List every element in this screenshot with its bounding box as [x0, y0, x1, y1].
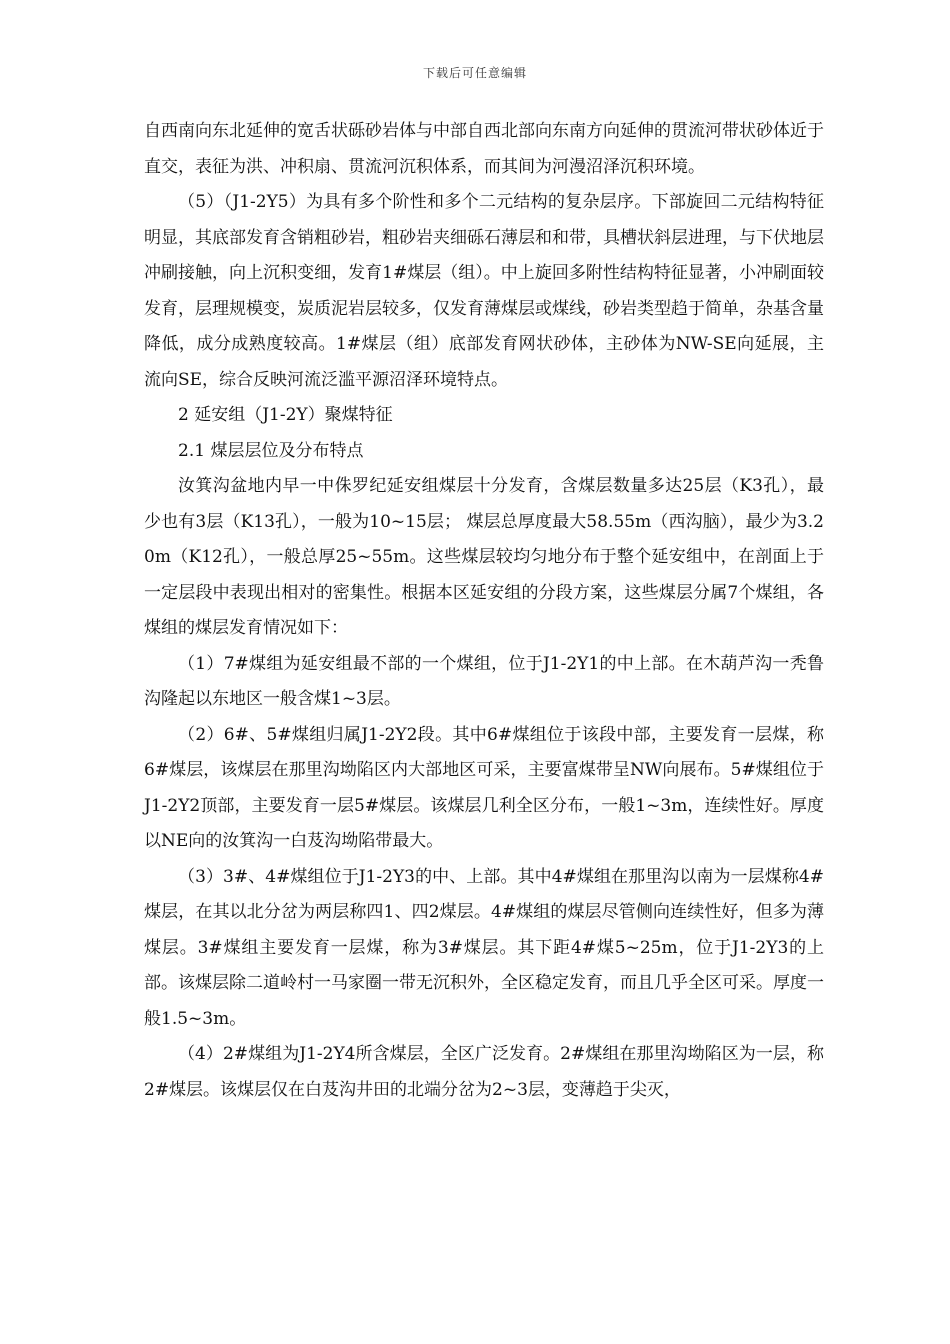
page-header: 下载后可任意编辑 [422, 66, 527, 80]
document-body [144, 114, 824, 1108]
paragraph: （4）2#煤组为J1-2Y4所含煤层，全区广泛发育。2#煤组在那里沟坳陷区为一层，称2#煤层。该煤层仅在白芨沟井田的北端分岔为2~3层，变薄趋于尖灭， [144, 1044, 824, 1100]
paragraph: （1）7#煤组为延安组最不部的一个煤组，位于J1-2Y1的中上部。在木葫芦沟一秃鲁沟隆起以东地区一般含煤1~3层。 [144, 653, 824, 709]
paragraph: 汝箕沟盆地内早一中侏罗纪延安组煤层十分发育，含煤层数量多达25层（K3孔），最少也有3层（K13孔），一般为10~15层； 煤层总厚度最大58.55m（西沟脑），最少为3.20m（K12孔），一般总厚25~55m。这些煤层较均匀地分布于整个延安组中，在剖面上于一定层段中表现出相对的密集性。根据本区延安组的分段方案，这些煤层分属7个煤组，各煤组的煤层发育情况如下： [144, 476, 824, 638]
paragraph: （5）（J1-2Y5）为具有多个阶性和多个二元结构的复杂层序。下部旋回二元结构特征明显，其底部发育含销粗砂岩，粗砂岩夹细砾石薄层和和带，具槽状斜层进理，与下伏地层冲刷接触，向上沉积变细，发育1#煤层（组）。中上旋回多附性结构特征显著，小冲刷面较发育，层理规模变，炭质泥岩层较多，仅发育薄煤层或煤线，砂岩类型趋于简单，杂基含量降低，成分成熟度较高。1#煤层（组）底部发育网状砂体，主砂体为NW-SE向延展，主流向SE，综合反映河流泛滥平源沼泽环境特点。 [144, 192, 824, 390]
paragraph: （2）6#、5#煤组归属J1-2Y2段。其中6#煤组位于该段中部，主要发育一层煤，称6#煤层，该煤层在那里沟坳陷区内大部地区可采，主要富煤带呈NW向展布。5#煤组位于J1-2Y2顶部，主要发育一层5#煤层。该煤层几利全区分布，一般1~3m，连续性好。厚度以NE向的汝箕沟一白芨沟坳陷带最大。 [144, 724, 824, 851]
paragraph: 自西南向东北延伸的宽舌状砾砂岩体与中部自西北部向东南方向延伸的贯流河带状砂体近于直交，表征为洪、冲积扇、贯流河沉积体系，而其间为河漫沼泽沉积环境。 [144, 121, 824, 177]
section-heading: 2 延安组（J1-2Y）聚煤特征 [178, 405, 393, 425]
subsection-heading: 2.1 煤层层位及分布特点 [178, 440, 364, 461]
paragraph: （3）3#、4#煤组位于J1-2Y3的中、上部。其中4#煤组在那里沟以南为一层煤称4#煤层，在其以北分岔为两层称四1、四2煤层。4#煤组的煤层尽管侧向连续性好，但多为薄煤层。3#煤组主要发育一层煤，称为3#煤层。其下距4#煤5~25m，位于J1-2Y3的上部。该煤层除二道岭村一马家圈一带无沉积外，全区稳定发育，而且几乎全区可采。厚度一般1.5~3m。 [144, 866, 824, 1029]
